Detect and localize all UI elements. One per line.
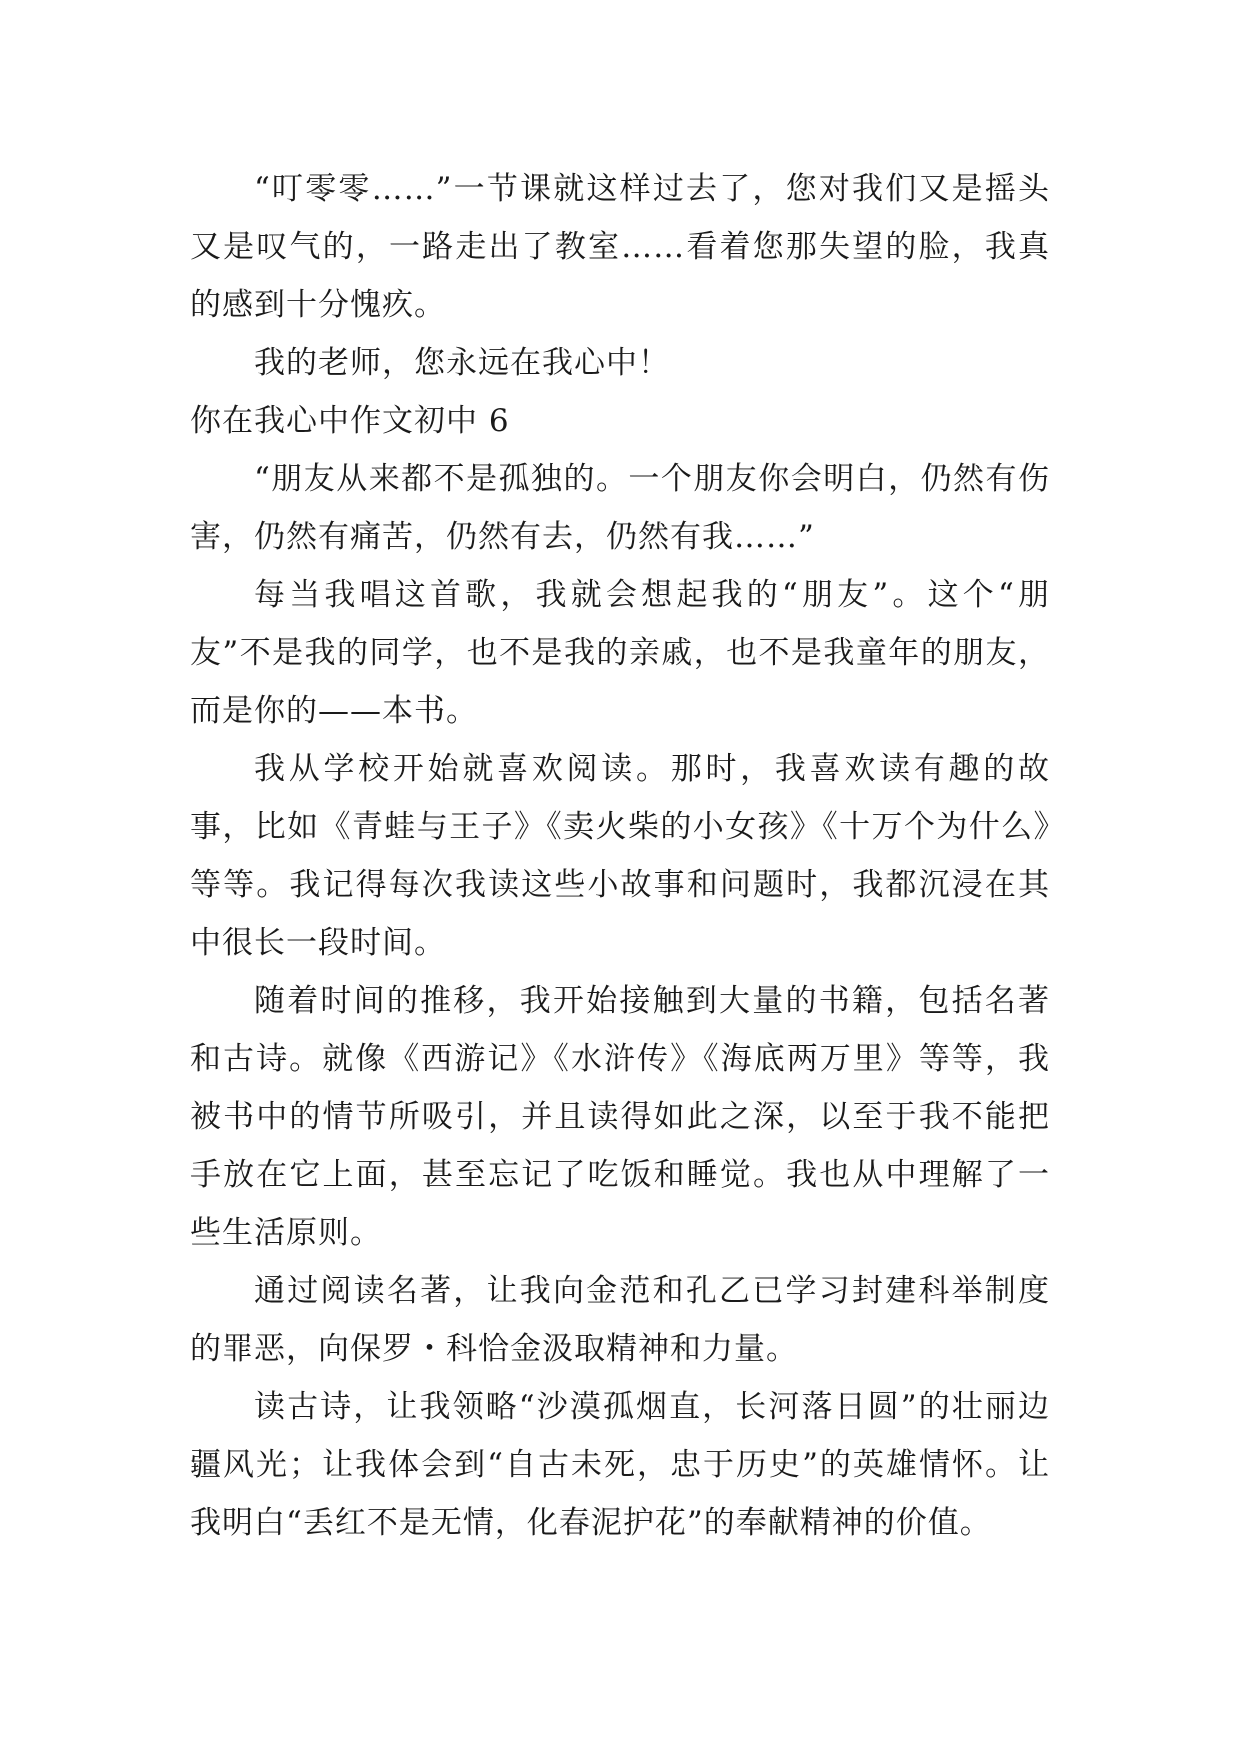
document-page: [190, 160, 1050, 1552]
paragraph: 每当我唱这首歌，我就会想起我的“朋友”。这个“朋友”不是我的同学，也不是我的亲戚，也不是我童年的朋友，而是你的——本书。: [190, 577, 1050, 729]
section-heading: 你在我心中作文初中 6: [190, 403, 510, 439]
paragraph: “朋友从来都不是孤独的。一个朋友你会明白，仍然有伤害，仍然有痛苦，仍然有去，仍然有我……”: [190, 461, 1050, 555]
paragraph: 随着时间的推移，我开始接触到大量的书籍，包括名著和古诗。就像《西游记》《水浒传》《海底两万里》等等，我被书中的情节所吸引，并且读得如此之深，以至于我不能把手放在它上面，甚至忘记了吃饭和睡觉。我也从中理解了一些生活原则。: [190, 983, 1050, 1251]
paragraph: 通过阅读名著，让我向金范和孔乙已学习封建科举制度的罪恶，向保罗・科恰金汲取精神和力量。: [190, 1273, 1050, 1367]
paragraph: 读古诗，让我领略“沙漠孤烟直，长河落日圆”的壮丽边疆风光；让我体会到“自古未死，忠于历史”的英雄情怀。让我明白“丢红不是无情，化春泥护花”的奉献精神的价值。: [190, 1389, 1050, 1541]
paragraph: 我从学校开始就喜欢阅读。那时，我喜欢读有趣的故事，比如《青蛙与王子》《卖火柴的小女孩》《十万个为什么》等等。我记得每次我读这些小故事和问题时，我都沉浸在其中很长一段时间。: [190, 751, 1050, 961]
paragraph: “叮零零……”一节课就这样过去了，您对我们又是摇头又是叹气的，一路走出了教室……看着您那失望的脸，我真的感到十分愧疚。: [190, 171, 1050, 323]
paragraph: 我的老师，您永远在我心中！: [254, 345, 670, 381]
